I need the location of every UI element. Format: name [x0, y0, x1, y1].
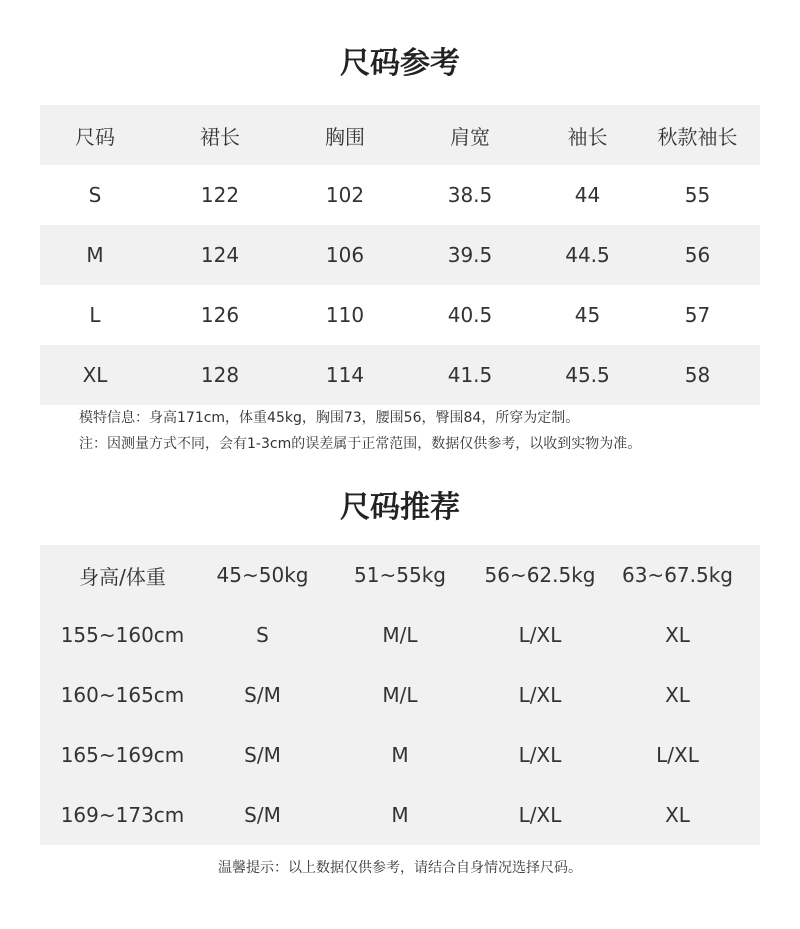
- table-cell: 57: [684, 303, 711, 327]
- table-cell: 169~173cm: [60, 803, 185, 827]
- table-row: [40, 285, 760, 345]
- size-reference-table: [40, 105, 760, 405]
- table-cell: L/XL: [518, 683, 562, 707]
- table-cell: L/XL: [656, 743, 699, 767]
- table-cell: 128: [200, 363, 240, 387]
- table-row: [40, 725, 760, 785]
- table-cell: 44.5: [565, 243, 610, 267]
- table-row: [40, 345, 760, 405]
- table-cell: XL: [82, 363, 108, 387]
- table-header-row: [40, 545, 760, 605]
- table-cell: 40.5: [447, 303, 493, 327]
- table-row: [40, 785, 760, 845]
- table-cell: 126: [200, 303, 240, 327]
- size-reference-title: 尺码参考: [340, 46, 460, 81]
- header-cell: 63~67.5kg: [621, 563, 733, 587]
- table-cell: XL: [665, 803, 690, 827]
- table-cell: 110: [325, 303, 365, 327]
- measurement-error-note: 注：因测量方式不同，会有1-3cm的误差属于正常范围，数据仅供参考，以收到实物为准。: [79, 436, 642, 452]
- table-cell: 160~165cm: [60, 683, 185, 707]
- header-cell: 45~50kg: [216, 563, 309, 587]
- model-info-note: 模特信息：身高171cm，体重45kg，胸围73，腰围56，臀围84，所穿为定制。: [79, 410, 580, 426]
- table-cell: M: [391, 743, 409, 767]
- table-cell: 122: [200, 183, 240, 207]
- table-cell: 56: [684, 243, 711, 267]
- table-row: [40, 665, 760, 725]
- table-cell: 45.5: [565, 363, 610, 387]
- header-cell: 56~62.5kg: [484, 563, 596, 587]
- table-cell: 58: [684, 363, 711, 387]
- table-cell: L/XL: [518, 623, 562, 647]
- table-cell: 39.5: [447, 243, 493, 267]
- table-cell: S: [88, 183, 102, 207]
- header-cell: 尺码: [75, 124, 115, 149]
- table-cell: XL: [665, 623, 690, 647]
- table-cell: L/XL: [518, 803, 562, 827]
- header-cell: 裙长: [200, 124, 240, 149]
- table-cell: M/L: [382, 683, 418, 707]
- table-cell: S/M: [244, 743, 281, 767]
- table-header-row: [40, 105, 760, 165]
- table-cell: 45: [574, 303, 601, 327]
- header-cell: 51~55kg: [354, 563, 446, 587]
- table-cell: M: [86, 243, 104, 267]
- reminder-tip: 温馨提示：以上数据仅供参考，请结合自身情况选择尺码。: [218, 860, 582, 876]
- table-cell: S/M: [244, 803, 281, 827]
- table-cell: S: [256, 623, 269, 647]
- table-row: [40, 605, 760, 665]
- table-cell: S/M: [244, 683, 281, 707]
- notes: [79, 405, 641, 457]
- table-cell: M/L: [382, 623, 418, 647]
- table-cell: 102: [325, 183, 365, 207]
- table-cell: 124: [200, 243, 240, 267]
- table-cell: L/XL: [518, 743, 562, 767]
- table-cell: 165~169cm: [60, 743, 185, 767]
- table-cell: 41.5: [447, 363, 493, 387]
- table-row: [40, 225, 760, 285]
- table-cell: 55: [684, 183, 711, 207]
- table-cell: 38.5: [447, 183, 493, 207]
- table-cell: L: [89, 303, 101, 327]
- table-cell: 155~160cm: [60, 623, 185, 647]
- header-cell: 秋款袖长: [657, 124, 738, 149]
- header-cell: 胸围: [325, 124, 365, 149]
- table-cell: XL: [665, 683, 690, 707]
- table-cell: 114: [325, 363, 365, 387]
- header-cell: 袖长: [567, 124, 608, 149]
- header-cell: 肩宽: [450, 124, 490, 149]
- header-cell: 身高/体重: [79, 564, 166, 589]
- table-row: [40, 165, 760, 225]
- table-cell: 44: [574, 183, 601, 207]
- table-cell: 106: [325, 243, 365, 267]
- size-recommend-table: [40, 545, 760, 845]
- size-recommend-title: 尺码推荐: [340, 490, 460, 525]
- table-cell: M: [391, 803, 409, 827]
